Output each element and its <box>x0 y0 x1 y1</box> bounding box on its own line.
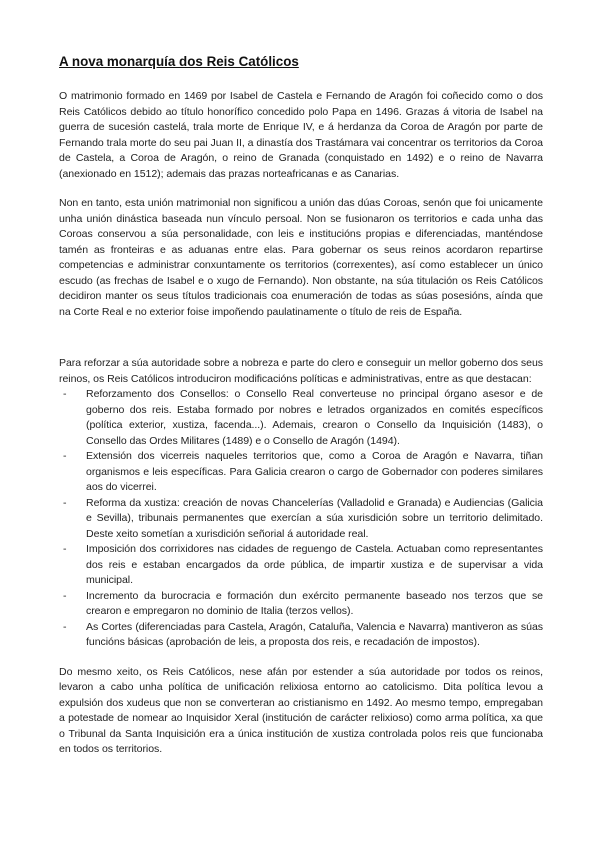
dash-bullet: - <box>63 496 67 509</box>
reforms-list <box>59 387 543 651</box>
list-item-text: Imposición dos corrixidores nas cidades de reguengo de Castela. Actuaban como representantes dos reis e estaban encargados da orde pública, de impartir xustiza e de supervisar a vida municipal. <box>86 543 543 586</box>
list-item-text: Extensión dos vicerreis naqueles territorios que, como a Coroa de Aragón e Navarra, tiñan organismos e leis específicas. Para Galicia crearon o cargo de Gobernador con poderes similares aos do vicerrei. <box>86 450 543 493</box>
list-item <box>59 387 543 449</box>
dash-bullet: - <box>63 589 67 602</box>
dash-bullet: - <box>63 450 67 462</box>
dash-bullet: - <box>63 620 67 633</box>
list-item <box>59 542 543 589</box>
list-item-text: Incremento da burocracia e formación dun exército permanente baseado nos terzos que se crearon e empregaron no dominio de Italia (terzos vellos). <box>86 589 543 617</box>
document-page <box>59 54 543 758</box>
paragraph-religious-unification: Do mesmo xeito, os Reis Católicos, nese afán por estender a súa autoridade por todos os reinos, levaron a cabo unha política de unificación relixiosa entorno ao catolicismo. Dita política levou a expulsión dos xudeus que non se converteran ao cristianismo en 1492. Ao mesmo tempo, empregaban a potestade de nomear ao Inquisidor Xeral (institución de carácter relixioso) como arma política, xa que o Tribunal da Santa Inquisición era a única institución de xustiza controlada polos reis que funcionaba en todos os territorios. <box>59 665 543 755</box>
dash-bullet: - <box>63 543 67 555</box>
list-item-text: Reforzamento dos Consellos: o Consello Real converteuse no principal órgano asesor e de goberno dos reis. Estaba formado por nobres e letrados organizados en comités específicos (política exterior, xustiza, facenda...). Ademais, crearon o Consello da Inquisición (1483), o Consello das Ordes Militares (1489) e o Consello de Aragón (1494). <box>86 388 543 447</box>
list-item <box>59 449 543 496</box>
list-item-text: Reforma da xustiza: creación de novas Chancelerías (Valladolid e Granada) e Audiencias (Galicia e Sevilla), tribunais permanentes que exercían a súa xurisdición sobre un territorio delimitado. Deste xeito sometían a xurisdición señorial á autoridade real. <box>86 496 543 540</box>
paragraph-reforms-intro: Para reforzar a súa autoridade sobre a nobreza e parte do clero e conseguir un mellor goberno dos seus reinos, os Reis Católicos introduciron modificacións políticas e administrativas, entre as que destacan: <box>59 357 543 385</box>
list-item-text: As Cortes (diferenciadas para Castela, Aragón, Cataluña, Valencia e Navarra) mantiveron as súas funcións básicas (aprobación de leis, a proposta dos reis, e recadación de impostos). <box>86 620 543 648</box>
paragraph-union: O matrimonio formado en 1469 por Isabel de Castela e Fernando de Aragón foi coñecido como o dos Reis Católicos debido ao título honorífico concedido polo Papa en 1496. Grazas á vitoria de Isabel na guerra de sucesión castelá, trala morte de Enrique IV, e á herdanza da Coroa de Aragón por parte de Fernando trala morte do seu pai Juan II, a dinastía dos Trastámara vai concentrar os territorios da Coroa de Castela, a Coroa de Aragón, o reino de Granada (conquistado en 1492) e o reino de Navarra (anexionado en 1512); ademais das prazas norteafricanas e as Canarias. <box>59 90 543 180</box>
list-item <box>59 620 543 651</box>
list-item <box>59 496 543 543</box>
dash-bullet: - <box>63 388 67 400</box>
document-title: A nova monarquía dos Reis Católicos <box>59 54 299 69</box>
paragraph-dynastic-union: Non en tanto, esta unión matrimonial non significou a unión das dúas Coroas, senón que foi unicamente unha unión dinástica baseada nun vínculo persoal. Non se fusionaron os territorios e cada unha das Coroas conservou a súa personalidade, con leis e institucións propias e diferenciadas, manténdose tamén as fronteiras e as aduanas entre elas. Para gobernar os seus reinos acordaron repartirse competencias e administrar conxuntamente os territorios (correxentes), así como establecer un único escudo (as frechas de Isabel e o xugo de Fernando). Non obstante, na súa titulación os Reis Católicos decidiron manter os seus títulos tradicionais coa enumeración de todas as súas posesións, aínda que na Corte Real e no exterior foise impoñendo paulatinamente o título de reis de España. <box>59 197 543 318</box>
list-item <box>59 589 543 620</box>
